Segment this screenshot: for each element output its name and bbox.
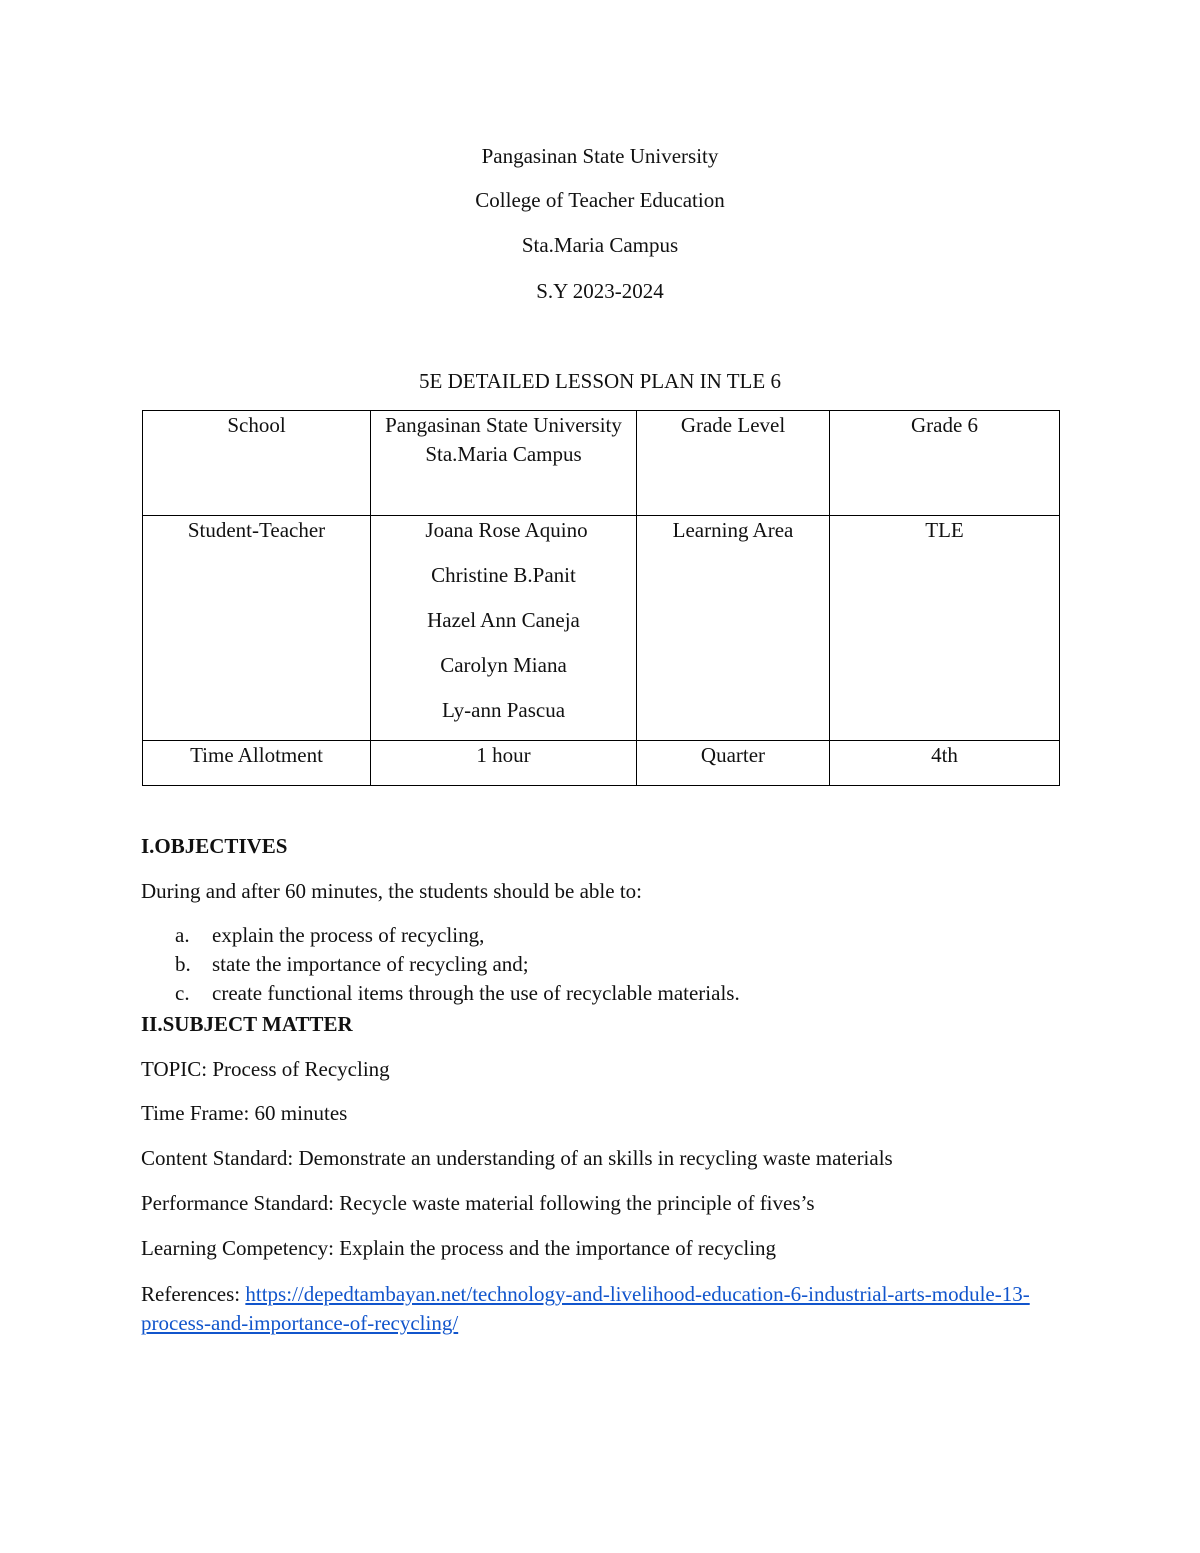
performance-standard-line: Performance Standard: Recycle waste material following the principle of fives’s (141, 1191, 815, 1215)
student-teacher-name: Joana Rose Aquino (425, 518, 588, 542)
school-label: School (143, 411, 371, 516)
list-item-text: state the importance of recycling and; (212, 952, 529, 976)
learning-area-value: TLE (830, 516, 1060, 741)
list-marker: c. (175, 981, 190, 1005)
list-item (141, 921, 740, 950)
quarter-label: Quarter (637, 741, 830, 786)
grade-level-label: Grade Level (637, 411, 830, 516)
time-frame-line: Time Frame: 60 minutes (141, 1101, 348, 1125)
content-standard-line: Content Standard: Demonstrate an understanding of an skills in recycling waste materials (141, 1146, 893, 1170)
references-link[interactable]: https://depedtambayan.net/technology-and-livelihood-education-6-industrial-arts-module-13-process-and-importance-of-recycling/ (141, 1282, 1030, 1335)
list-item-text: explain the process of recycling, (212, 923, 485, 947)
learning-competency-line: Learning Competency: Explain the process and the importance of recycling (141, 1236, 777, 1260)
university-name: Pangasinan State University (481, 144, 719, 168)
college-name: College of Teacher Education (475, 188, 725, 212)
subject-matter-heading: II.SUBJECT MATTER (141, 1012, 353, 1036)
student-teacher-name: Carolyn Miana (440, 653, 567, 677)
student-teacher-label: Student-Teacher (143, 516, 371, 741)
student-teacher-list (371, 516, 637, 741)
list-item (141, 979, 740, 1008)
table-row (143, 516, 1060, 741)
time-allotment-value: 1 hour (371, 741, 637, 786)
list-marker: b. (175, 952, 191, 976)
table-row (143, 411, 1060, 516)
quarter-value: 4th (830, 741, 1060, 786)
topic-line: TOPIC: Process of Recycling (141, 1057, 390, 1081)
grade-level-value: Grade 6 (830, 411, 1060, 516)
student-teacher-name: Christine B.Panit (431, 563, 576, 587)
time-allotment-label: Time Allotment (143, 741, 371, 786)
student-teacher-name: Ly-ann Pascua (441, 698, 566, 722)
list-marker: a. (175, 923, 190, 947)
campus-name: Sta.Maria Campus (521, 233, 679, 257)
table-row (143, 741, 1060, 786)
school-year: S.Y 2023-2024 (536, 279, 664, 303)
learning-area-label: Learning Area (637, 516, 830, 741)
list-item (141, 950, 740, 979)
lesson-info-table (142, 410, 1060, 786)
list-item-text: create functional items through the use of recyclable materials. (212, 981, 740, 1005)
objectives-list (141, 921, 740, 1008)
references-line (141, 1280, 1061, 1338)
objectives-intro: During and after 60 minutes, the students should be able to: (141, 879, 642, 903)
school-value: Pangasinan State University Sta.Maria Campus (371, 411, 637, 516)
plan-title: 5E DETAILED LESSON PLAN IN TLE 6 (419, 369, 781, 393)
objectives-heading: I.OBJECTIVES (141, 834, 288, 858)
references-label: References: (141, 1282, 246, 1306)
student-teacher-name: Hazel Ann Caneja (427, 608, 580, 632)
